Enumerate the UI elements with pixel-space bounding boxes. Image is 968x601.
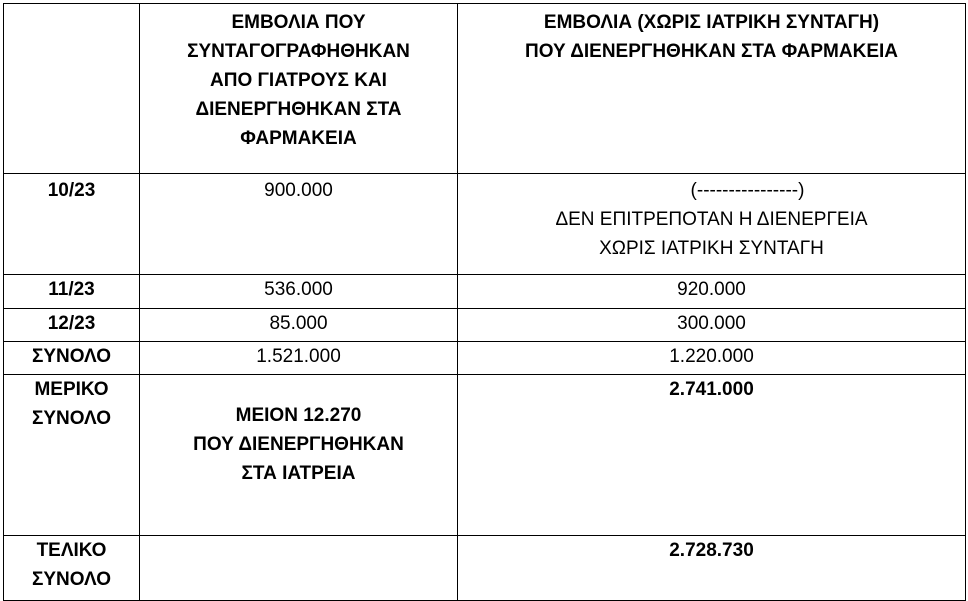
note-line: ΣΤΑ ΙΑΤΡΕΙΑ — [241, 463, 356, 484]
prescribed-value: 900.000 — [140, 174, 458, 275]
label-line: ΤΕΛΙΚΟ — [36, 540, 107, 561]
header-prescribed-line: ΣΥΝΤΑΓΟΓΡΑΦΗΘΗΚΑΝ — [187, 41, 410, 62]
header-no-prescription — [458, 4, 966, 174]
row-label: ΣΥΝΟΛΟ — [4, 342, 140, 375]
no-prescription-value: 300.000 — [458, 309, 966, 342]
deduction-note — [140, 375, 458, 536]
row-label: 11/23 — [4, 275, 140, 309]
table-row — [4, 174, 966, 275]
final-empty-cell — [140, 536, 458, 601]
prescribed-value: 536.000 — [140, 275, 458, 309]
table-row — [4, 309, 966, 342]
note-line: ΧΩΡΙΣ ΙΑΤΡΙΚΗ ΣΥΝΤΑΓΗ — [599, 238, 824, 259]
header-corner-cell — [4, 4, 140, 174]
label-line: ΣΥΝΟΛΟ — [31, 569, 111, 590]
note-line: ΔΕΝ ΕΠΙΤΡΕΠΟΤΑΝ Η ΔΙΕΝΕΡΓΕΙΑ — [555, 209, 868, 230]
label-line: ΜΕΡΙΚΟ — [34, 379, 109, 400]
note-line: ΜΕΙΟΝ 12.270 — [235, 405, 362, 426]
prescribed-total: 1.521.000 — [140, 342, 458, 375]
final-total-row — [4, 536, 966, 601]
header-prescribed-line: ΕΜΒΟΛΙΑ ΠΟΥ — [231, 12, 366, 33]
partial-total-value: 2.741.000 — [458, 375, 966, 536]
partial-total-row — [4, 375, 966, 536]
final-total-value: 2.728.730 — [458, 536, 966, 601]
no-prescription-total: 1.220.000 — [458, 342, 966, 375]
table-row — [4, 275, 966, 309]
dash-placeholder: (----------------) — [690, 180, 805, 201]
note-line: ΠΟΥ ΔΙΕΝΕΡΓΗΘΗΚΑΝ — [193, 434, 404, 455]
total-row — [4, 342, 966, 375]
header-row — [4, 4, 966, 174]
header-no-prescription-line: ΕΜΒΟΛΙΑ (ΧΩΡΙΣ ΙΑΤΡΙΚΗ ΣΥΝΤΑΓΗ) — [543, 12, 880, 33]
no-prescription-value: 920.000 — [458, 275, 966, 309]
header-prescribed — [140, 4, 458, 174]
header-no-prescription-line: ΠΟΥ ΔΙΕΝΕΡΓΗΘΗΚΑΝ ΣΤΑ ΦΑΡΜΑΚΕΙΑ — [525, 41, 898, 62]
header-prescribed-line: ΔΙΕΝΕΡΓΗΘΗΚΑΝ ΣΤΑ — [195, 99, 402, 120]
final-total-label — [4, 536, 140, 601]
row-label: 12/23 — [4, 309, 140, 342]
prescribed-value: 85.000 — [140, 309, 458, 342]
no-prescription-note — [458, 174, 966, 275]
vaccination-table — [3, 3, 966, 601]
partial-total-label — [4, 375, 140, 536]
label-line: ΣΥΝΟΛΟ — [31, 408, 111, 429]
header-prescribed-line: ΑΠΟ ΓΙΑΤΡΟΥΣ ΚΑΙ — [210, 70, 387, 91]
row-label: 10/23 — [4, 174, 140, 275]
header-prescribed-line: ΦΑΡΜΑΚΕΙΑ — [240, 128, 357, 149]
